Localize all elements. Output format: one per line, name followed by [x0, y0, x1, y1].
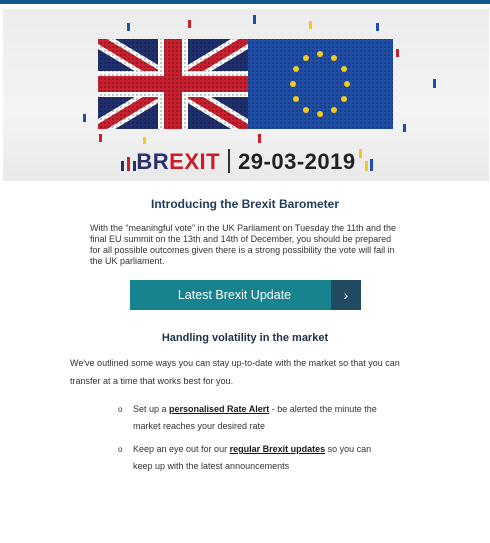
- brand-exit: EXIT: [169, 149, 221, 174]
- list-item-pre: Keep an eye out for our: [133, 444, 230, 454]
- section-paragraph: We've outlined some ways you can stay up-to-date with the market so that you can transfer at a time that works best for you.: [70, 358, 400, 386]
- latest-brexit-update-button[interactable]: [130, 280, 361, 310]
- list-item-post: so you can keep up with the latest announcements: [133, 444, 372, 471]
- tips-list: [118, 401, 388, 475]
- list-item: [118, 441, 388, 475]
- intro-paragraph: With the “meaningful vote” in the UK Parliament on Tuesday the 11th and the final EU summit on the 13th and 14th of December, you should be prepared for all possible outcomes given there is a strong possibility the vote will fail in the UK parliament.: [90, 223, 397, 266]
- list-item: [118, 401, 388, 435]
- top-bar: [0, 0, 490, 4]
- section-title: Handling volatility in the market: [161, 332, 329, 344]
- rate-alert-link[interactable]: personalised Rate Alert: [169, 404, 270, 414]
- brexit-banner-title: [3, 149, 489, 175]
- brexit-updates-link[interactable]: regular Brexit updates: [229, 444, 326, 454]
- brand-br: BR: [136, 149, 170, 174]
- list-item-pre: Set up a: [133, 404, 170, 414]
- hero-banner-image: [3, 9, 489, 181]
- brexit-date: 29-03-2019: [238, 149, 356, 174]
- chevron-right-icon: ›: [331, 280, 361, 310]
- divider: [228, 149, 230, 173]
- list-item-post: - be alerted the minute the market reaches your desired rate: [133, 404, 377, 431]
- cta-label: Latest Brexit Update: [177, 288, 292, 302]
- bullet-icon: o: [118, 445, 123, 454]
- page-title: Introducing the Brexit Barometer: [150, 197, 340, 211]
- bullet-icon: o: [118, 405, 123, 414]
